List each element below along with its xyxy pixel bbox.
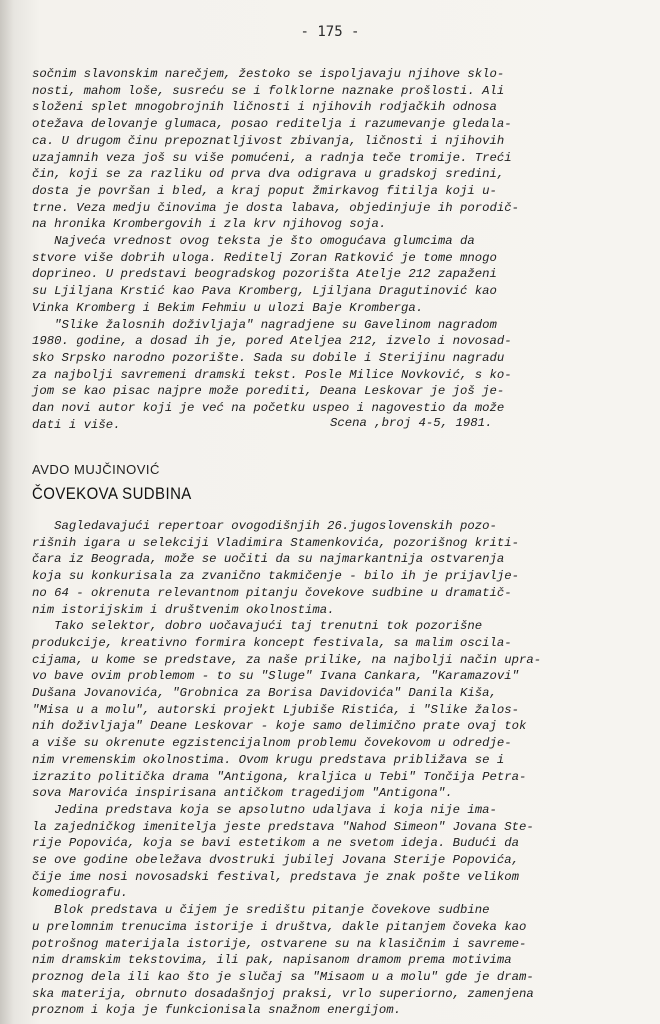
text-line: 1980. godine, a dosad ih je, pored Ateljea 212, izvelo i novosad- (32, 334, 512, 349)
text-line: sočnim slavonskim narečjem, žestoko se ispoljavaju njihove sklo- (32, 67, 505, 81)
text-line: nim vremenskim okolnostima. Ovom krugu predstava približava se i (32, 752, 505, 767)
text-line: potrošnog materijala istorije, ostvarene su na klasičnim i savreme- (32, 936, 527, 951)
text-line: u prelomnim trenucima istorije i društva, dakle pitanjem čoveka kao (32, 919, 527, 934)
text-line: Tako selektor, dobro uočavajući taj trenutni tok pozorišne (32, 619, 483, 634)
text-line: sko Srpsko narodno pozorište. Sada su dobile i Sterijinu nagradu (32, 350, 505, 365)
text-line: "Slike žalosnih doživljaja" nagradjene su Gavelinom nagradom (32, 317, 497, 332)
text-line: čin, koji se za razliku od prva dva odigrava u gradskoj sredini, (32, 167, 505, 182)
text-line: nih doživljaja" Deane Leskovar - koje samo delimično prate ovaj tok (32, 719, 527, 734)
text-line: dati i više. (32, 417, 121, 432)
text-line: proznog dela ili kao što je slučaj sa "Misaom u a molu" gde je dram- (32, 969, 534, 984)
text-line: otežava delovanje glumaca, posao reditelja i razumevanje gledala- (32, 117, 512, 132)
text-line: a više su okrenute egzistencijalnom problemu čovekovom u odredje- (32, 736, 512, 751)
article-author: AVDO MUJČINOVIĆ (32, 462, 160, 477)
text-line: Najveća vrednost ovog teksta je što omogućava glumcima da (32, 234, 475, 249)
text-line: komediografu. (32, 886, 128, 901)
text-line: rišnih igara u selekciji Vladimira Stamenkovića, pozorišnog kriti- (32, 535, 520, 550)
text-line: vo bave ovim problemom - to su "Sluge" Ivana Cankara, "Karamazovi" (32, 669, 520, 684)
text-line: izrazito politička drama "Antigona, kraljica u Tebi" Tončija Petra- (32, 769, 527, 784)
text-line: složeni splet mnogobrojnih ličnosti i njihovih rodjačkih odnosa (32, 100, 497, 115)
text-line: su Ljiljana Krstić kao Pava Kromberg, Ljiljana Dragutinović kao (32, 284, 497, 299)
article-body (32, 518, 636, 1019)
previous-article-text (32, 66, 636, 433)
text-line: na hronika Krombergovih i zla krv njihovog soja. (32, 217, 387, 232)
text-line: la zajedničkog imenitelja jeste predstava "Nahod Simeon" Jovana Ste- (32, 819, 534, 834)
text-line: nim istorijskim i društvenim okolnostima. (32, 602, 335, 617)
text-line: koja su konkurisala za zvanično takmičenje - bilo ih je prijavlje- (32, 569, 520, 584)
text-line: dan novi autor koji je već na početku uspeo i nagovestio da može (32, 401, 505, 416)
text-line: nim dramskim tekstovima, ili pak, napisanom dramom prema motivima (32, 953, 512, 968)
text-line: dosta je površan i bled, a kraj poput žmirkavog fitilja koji u- (32, 183, 497, 198)
text-line: jom se kao pisac najpre može porediti, Deana Leskovar je još je- (32, 384, 505, 399)
text-line: ska materija, obrnuto dosadašnjoj praksi, vrlo superiorno, zamenjena (32, 986, 534, 1001)
text-line: se ove godine obeležava dvostruki jubilej Jovana Sterije Popovića, (32, 853, 520, 868)
text-line: Jedina predstava koja se apsolutno udaljava i koja nije ima- (32, 802, 497, 817)
text-line: Dušana Jovanovića, "Grobnica za Borisa Davidovića" Danila Kiša, (32, 686, 497, 701)
text-line: nosti, mahom loše, susreću se i folklorne naznake prošlosti. Ali (32, 83, 505, 98)
text-line: Blok predstava u čijem je središtu pitanje čovekove sudbine (32, 903, 490, 918)
page-number: - 175 - (300, 24, 360, 40)
text-line: "Misa u a molu", autorski projekt Ljubiše Ristića, i "Slike žalos- (32, 702, 520, 717)
text-line: za najbolji savremeni dramski tekst. Posle Milice Novković, s ko- (32, 367, 512, 382)
text-line: doprineo. U predstavi beogradskog pozorišta Atelje 212 zapaženi (32, 267, 497, 282)
text-line: produkcije, kreativno formira koncept festivala, sa malim oscila- (32, 635, 512, 650)
text-line: cijama, u kome se predstave, za naše prilike, na najbolji način upra- (32, 652, 542, 667)
text-line: čara iz Beograda, može se uočiti da su najmarkantnija ostvarenja (32, 552, 505, 567)
article-title: ČOVEKOVA SUDBINA (32, 484, 192, 503)
text-line: trne. Veza medju činovima je dosta labava, objedinjuje ih porodič- (32, 200, 520, 215)
text-line: proznom i koja je funkcionisala snažnom energijom. (32, 1003, 401, 1018)
text-line: ca. U drugom činu prepoznatljivost zbivanja, ličnosti i njihovih (32, 133, 505, 148)
text-line: uzajamnih veza još su više pomućeni, a radnja teče tromije. Treći (32, 150, 512, 165)
text-line: Vinka Kromberg i Bekim Fehmiu u ulozi Baje Kromberga. (32, 300, 424, 315)
text-line: sova Marovića inspirisana antičkom tragedijom "Antigona". (32, 786, 453, 801)
text-line: no 64 - okrenuta relevantnom pitanju čovekove sudbine u dramatič- (32, 585, 512, 600)
source-citation: Scena ,broj 4-5, 1981. (330, 416, 493, 430)
text-line: čije ime nosi novosadski festival, predstava je znak pošte velikom (32, 869, 520, 884)
text-line: stvore više dobrih uloga. Reditelj Zoran Ratković je tome mnogo (32, 250, 497, 265)
text-line: rije Popovića, koja se bavi estetikom a ne svetom ideja. Budući da (32, 836, 520, 851)
text-line: Sagledavajući repertoar ovogodišnjih 26.jugoslovenskih pozo- (32, 519, 497, 533)
